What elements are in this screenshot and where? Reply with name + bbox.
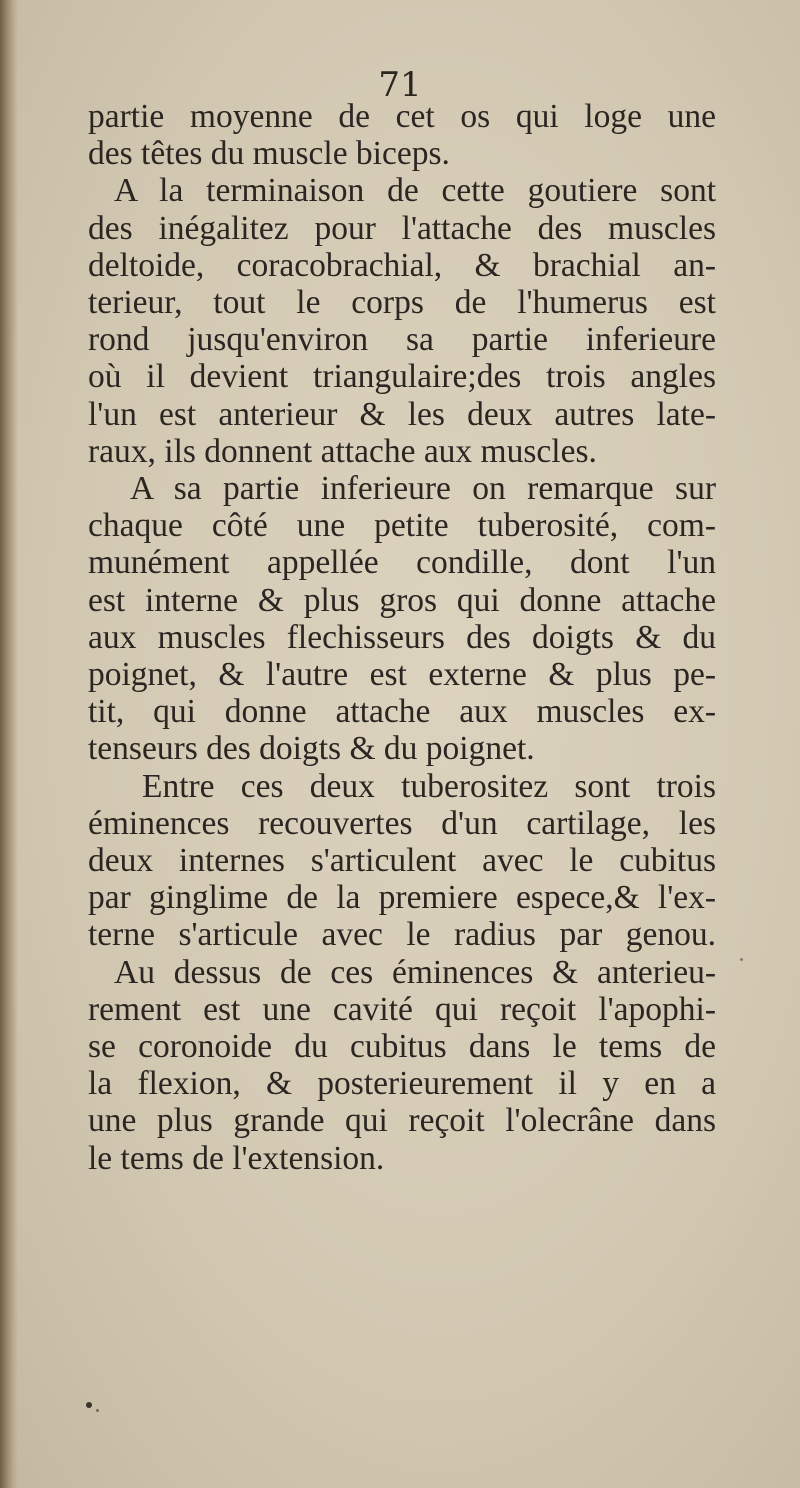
page-binding-shadow (0, 0, 18, 1488)
text-line: par ginglime de la premiere espece,& l'ex- (88, 879, 716, 917)
text-line: raux, ils donnent attache aux muscles. (88, 432, 597, 470)
text-line: deltoide, coracobrachial, & brachial an- (88, 246, 716, 284)
text-line: la flexion, & posterieurement il y en a (88, 1065, 716, 1103)
text-line: rond jusqu'environ sa partie inferieure (88, 321, 716, 359)
text-line: chaque côté une petite tuberosité, com- (88, 507, 716, 545)
text-line: munément appellée condille, dont l'un (88, 544, 716, 582)
text-line: tenseurs des doigts & du poignet. (88, 730, 535, 768)
ink-speck (740, 958, 743, 961)
ink-speck (86, 1402, 92, 1408)
text-line: se coronoide du cubitus dans le tems de (88, 1028, 716, 1066)
text-line: partie moyenne de cet os qui loge une (88, 98, 716, 135)
page-number: 71 (378, 65, 422, 105)
text-line: où il devient triangulaire;des trois angles (88, 358, 716, 396)
text-line: terne s'articule avec le radius par genou. (88, 916, 716, 954)
text-line: terieur, tout le corps de l'humerus est (88, 284, 716, 322)
text-line: des têtes du muscle biceps. (88, 135, 450, 173)
text-line: deux internes s'articulent avec le cubitus (88, 842, 716, 880)
text-line: des inégalitez pour l'attache des muscles (88, 209, 716, 247)
text-line: aux muscles flechisseurs des doigts & du (88, 618, 716, 656)
text-line: tit, qui donne attache aux muscles ex- (88, 693, 716, 731)
ink-speck (96, 1409, 99, 1412)
text-line: A la terminaison de cette goutiere sont (114, 172, 716, 210)
text-line: Au dessus de ces éminences & anterieu- (114, 953, 716, 991)
text-line: l'un est anterieur & les deux autres late- (88, 395, 716, 433)
text-line: Entre ces deux tuberositez sont trois (142, 767, 716, 805)
text-line: éminences recouvertes d'un cartilage, les (88, 804, 716, 842)
text-line: le tems de l'extension. (88, 1139, 385, 1177)
text-line: A sa partie inferieure on remarque sur (130, 470, 716, 508)
text-line: est interne & plus gros qui donne attache (88, 581, 716, 619)
text-line: poignet, & l'autre est externe & plus pe- (88, 656, 716, 694)
text-line: rement est une cavité qui reçoit l'apophi- (88, 990, 716, 1028)
body-text (88, 98, 716, 1177)
text-line: une plus grande qui reçoit l'olecrâne dans (88, 1102, 716, 1140)
